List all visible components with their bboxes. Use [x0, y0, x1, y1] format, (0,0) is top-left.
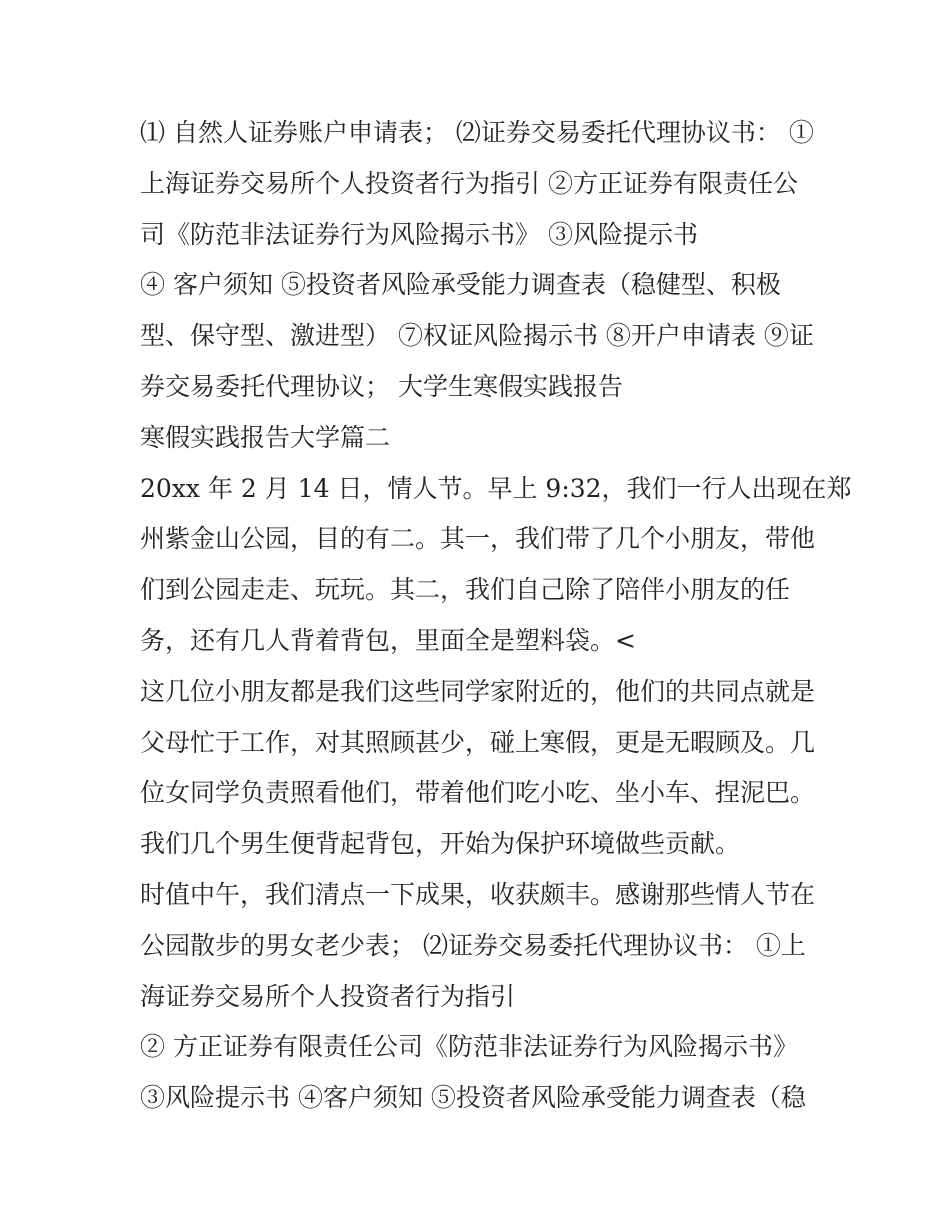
text-line: 司《防范非法证券行为风险揭示书》 ③风险提示书 [140, 219, 698, 249]
text-line: ③风险提示书 ④客户须知 ⑤投资者风险承受能力调查表（稳 [140, 1083, 806, 1113]
text-line: 海证券交易所个人投资者行为指引 [140, 981, 516, 1011]
text-line: ④ 客户须知 ⑤投资者风险承受能力调查表（稳健型、积极 [140, 270, 781, 300]
text-line: 父母忙于工作，对其照顾甚少，碰上寒假，更是无暇顾及。几 [140, 727, 816, 757]
text-line: ⑴ 自然人证券账户申请表； ⑵证券交易委托代理协议书： ① [140, 118, 814, 147]
text-line: 公园散步的男女老少表； ⑵证券交易委托代理协议书： ①上 [140, 930, 806, 960]
document-body [140, 108, 852, 1124]
text-line: 们到公园走走、玩玩。其二，我们自己除了陪伴小朋友的任 [140, 575, 791, 605]
text-line: 位女同学负责照看他们，带着他们吃小吃、坐小车、捏泥巴。 [140, 778, 816, 808]
text-line: 券交易委托代理协议； 大学生寒假实践报告 [140, 371, 623, 401]
text-line: 20xx 年 2 月 14 日，情人节。早上 9:32，我们一行人出现在郑 [140, 473, 852, 503]
text-line: 州紫金山公园，目的有二。其一，我们带了几个小朋友，带他 [140, 524, 816, 554]
text-line: 这几位小朋友都是我们这些同学家附近的，他们的共同点就是 [140, 676, 816, 706]
text-line: 务，还有几人背着背包，里面全是塑料袋。< [140, 625, 636, 655]
section-heading: 寒假实践报告大学篇二 [140, 422, 391, 452]
text-line: 上海证券交易所个人投资者行为指引 ②方正证券有限责任公 [140, 168, 798, 198]
text-line: 我们几个男生便背起背包，开始为保护环境做些贡献。 [140, 829, 741, 859]
text-line: 时值中午，我们清点一下成果，收获颇丰。感谢那些情人节在 [140, 879, 816, 909]
text-line: ② 方正证券有限责任公司《防范非法证券行为风险揭示书》 [140, 1032, 798, 1062]
text-line: 型、保守型、激进型） ⑦权证风险揭示书 ⑧开户申请表 ⑨证 [140, 321, 814, 351]
